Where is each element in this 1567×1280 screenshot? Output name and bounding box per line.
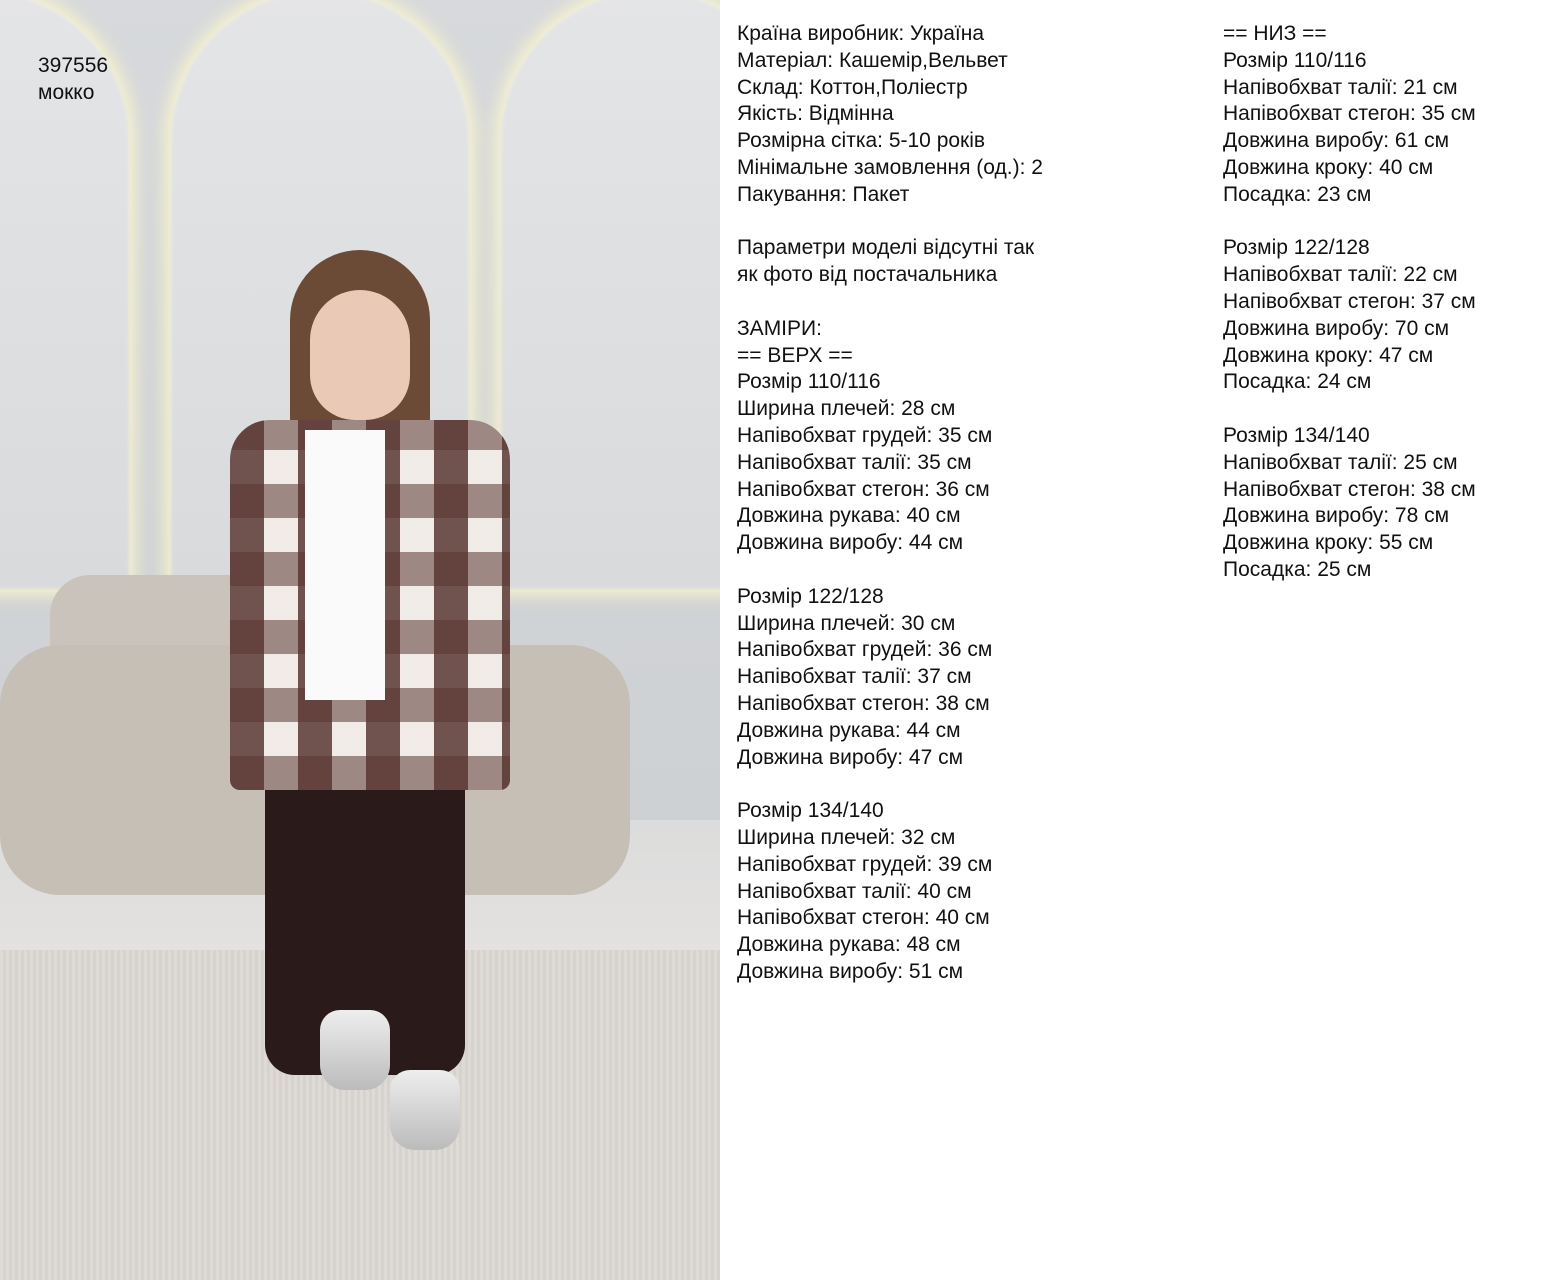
measure-line: Напівобхват талії: 21 см	[1223, 75, 1458, 99]
measure-line: Довжина виробу: 70 см	[1223, 316, 1450, 340]
measure-line: Напівобхват талії: 25 см	[1223, 450, 1458, 474]
measure-line: Посадка: 23 см	[1223, 182, 1372, 206]
measure-line: Довжина рукава: 40 см	[737, 504, 961, 528]
size-heading: Розмір 122/128	[737, 584, 884, 608]
product-photo	[0, 0, 720, 1280]
size-heading: Розмір 134/140	[1223, 423, 1370, 447]
size-heading: Розмір 110/116	[1223, 48, 1367, 72]
measure-line: Напівобхват стегон: 37 см	[1223, 289, 1476, 313]
measure-line: Напівобхват стегон: 38 см	[737, 691, 990, 715]
size-heading: Розмір 110/116	[737, 370, 881, 394]
bottom-measurements	[1223, 21, 1476, 584]
measure-line: Довжина рукава: 44 см	[737, 718, 961, 742]
measure-line: Напівобхват талії: 35 см	[737, 450, 972, 474]
spec-min-order: Мінімальне замовлення (од.): 2	[737, 155, 1043, 179]
model-note: як фото від постачальника	[737, 263, 998, 287]
measure-line: Напівобхват грудей: 36 см	[737, 638, 993, 662]
spec-packaging: Пакування: Пакет	[737, 182, 910, 206]
spec-composition: Склад: Коттон,Поліестр	[737, 75, 968, 99]
measure-line: Ширина плечей: 32 см	[737, 825, 956, 849]
top-heading: == ВЕРХ ==	[737, 343, 853, 367]
measure-line: Напівобхват стегон: 40 см	[737, 906, 990, 930]
size-heading: Розмір 122/128	[1223, 236, 1370, 260]
measure-line: Напівобхват грудей: 39 см	[737, 852, 993, 876]
measure-line: Напівобхват талії: 40 см	[737, 879, 972, 903]
spec-size-range: Розмірна сітка: 5-10 років	[737, 129, 986, 153]
measure-line: Напівобхват грудей: 35 см	[737, 423, 993, 447]
size-heading: Розмір 134/140	[737, 799, 884, 823]
measure-line: Довжина виробу: 44 см	[737, 531, 964, 555]
measure-line: Довжина виробу: 61 см	[1223, 129, 1450, 153]
model-figure	[210, 240, 530, 1160]
measure-line: Довжина кроку: 40 см	[1223, 155, 1434, 179]
measure-line: Напівобхват стегон: 36 см	[737, 477, 990, 501]
measurements-title: ЗАМІРИ:	[737, 316, 822, 340]
color-name: мокко	[38, 80, 95, 104]
article-number: 397556	[38, 54, 109, 77]
white-tshirt	[305, 430, 385, 700]
measure-line: Напівобхват стегон: 38 см	[1223, 477, 1476, 501]
measure-line: Ширина плечей: 30 см	[737, 611, 956, 635]
spec-quality: Якість: Відмінна	[737, 102, 894, 126]
bottom-heading: == НИЗ ==	[1223, 22, 1327, 45]
model-face	[310, 290, 410, 420]
model-note: Параметри моделі відсутні так	[737, 236, 1035, 260]
measure-line: Ширина плечей: 28 см	[737, 397, 956, 421]
measure-line: Довжина виробу: 78 см	[1223, 504, 1450, 528]
spec-country: Країна виробник: Україна	[737, 22, 985, 45]
sneaker	[390, 1070, 460, 1150]
sneaker	[320, 1010, 390, 1090]
measure-line: Довжина кроку: 47 см	[1223, 343, 1434, 367]
measure-line: Довжина кроку: 55 см	[1223, 531, 1434, 555]
article-label	[38, 52, 108, 106]
measure-line: Напівобхват талії: 37 см	[737, 665, 972, 689]
measure-line: Посадка: 25 см	[1223, 557, 1372, 581]
product-description	[737, 21, 1043, 986]
measure-line: Довжина рукава: 48 см	[737, 933, 961, 957]
wall-arch	[500, 0, 720, 590]
measure-line: Посадка: 24 см	[1223, 370, 1372, 394]
measure-line: Напівобхват стегон: 35 см	[1223, 102, 1476, 126]
measure-line: Довжина виробу: 47 см	[737, 745, 964, 769]
measure-line: Напівобхват талії: 22 см	[1223, 263, 1458, 287]
spec-material: Матеріал: Кашемір,Вельвет	[737, 48, 1008, 72]
measure-line: Довжина виробу: 51 см	[737, 959, 964, 983]
